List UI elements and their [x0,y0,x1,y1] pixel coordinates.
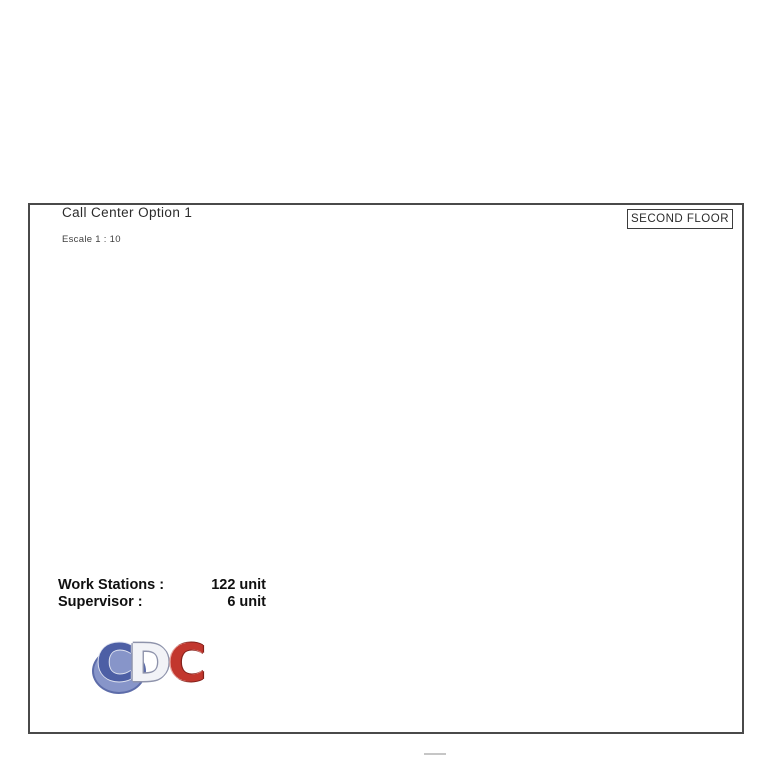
drawing-title: Call Center Option 1 [62,205,193,220]
company-logo [92,636,232,696]
logo-letter-c2: C [168,634,207,694]
logo-letter-c1: C [96,634,135,694]
supervisor-value: 6 unit [227,594,266,610]
floor-label: SECOND FLOOR [627,209,733,229]
logo-letter-d: D [128,634,172,694]
page-bottom-mark [424,753,446,755]
supervisor-label: Supervisor : [58,594,143,610]
work-stations-label: Work Stations : [58,577,165,593]
summary-counts [58,577,266,611]
work-stations-value: 122 unit [211,577,266,593]
scale-note: Escale 1 : 10 [62,234,121,245]
